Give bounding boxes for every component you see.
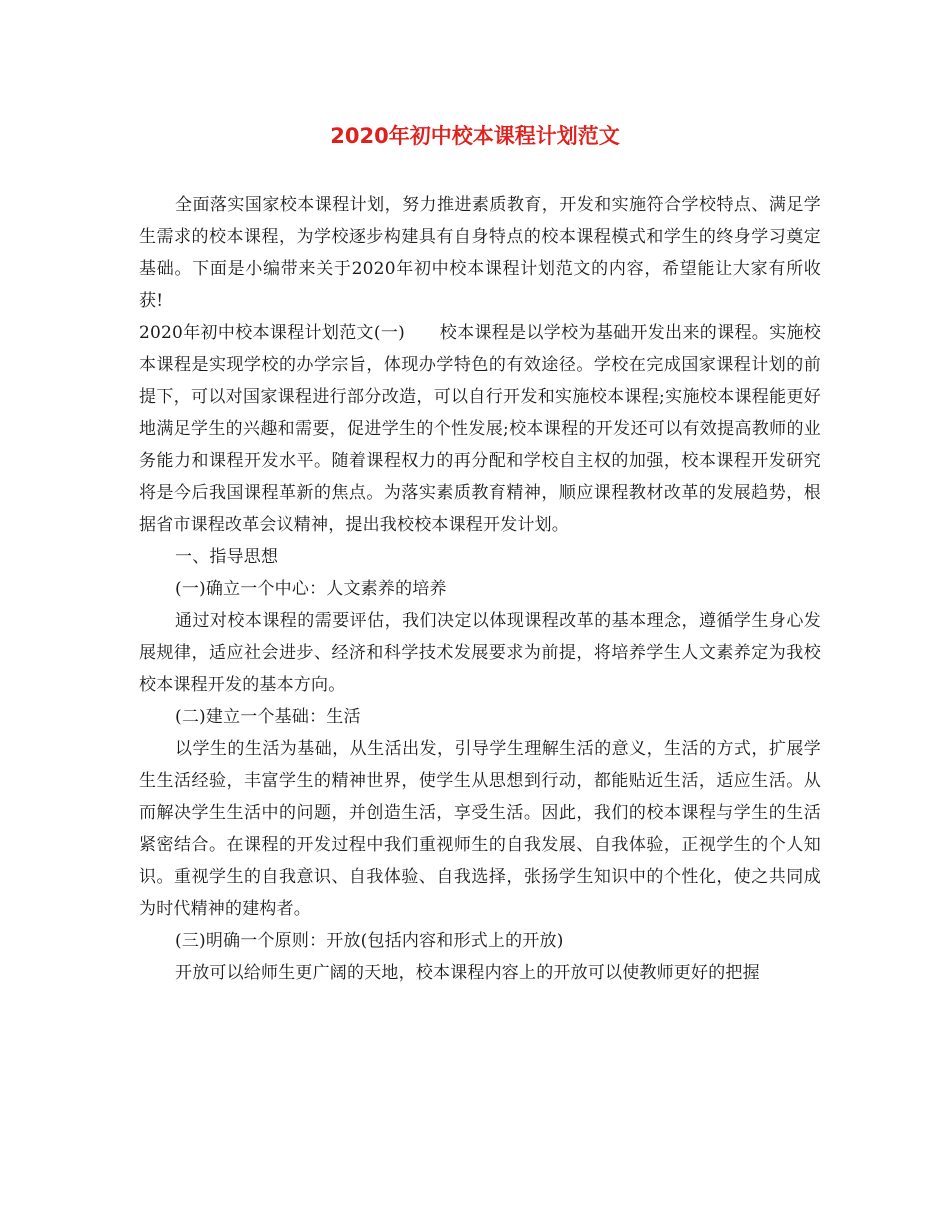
section-heading-paragraph: 2020年初中校本课程计划范文(一) 校本课程是以学校为基础开发出来的课程。实施校本课程是实现学校的办学宗旨，体现办学特色的有效途径。学校在完成国家课程计划的前提下，可以对国家课程进行部分改造，可以自行开发和实施校本课程;实施校本课程能更好地满足学生的兴趣和需要，促进学生的个性发展;校本课程的开发还可以有效提高教师的业务能力和课程开发水平。随着课程权力的再分配和学校自主权的加强，校本课程开发研究将是今后我国课程革新的焦点。为落实素质教育精神，顺应课程教材改革的发展趋势，根据省市课程改革会议精神，提出我校校本课程开发计划。 [139, 323, 821, 535]
heading-center: (一)确立一个中心：人文素养的培养 [175, 579, 447, 599]
document-title: 2020年初中校本课程计划范文 [330, 124, 620, 148]
heading-principle: (三)明确一个原则：开放(包括内容和形式上的开放) [175, 931, 564, 951]
paragraph-principle: 开放可以给师生更广阔的天地，校本课程内容上的开放可以使教师更好的把握 [175, 963, 760, 983]
heading-basis: (二)建立一个基础：生活 [175, 707, 361, 727]
heading-guiding-ideas: 一、指导思想 [175, 547, 279, 567]
document-body [139, 189, 821, 989]
paragraph-basis: 以学生的生活为基础，从生活出发，引导学生理解生活的意义，生活的方式，扩展学生生活经验，丰富学生的精神世界，使学生从思想到行动，都能贴近生活，适应生活。从而解决学生生活中的问题，并创造生活，享受生活。因此，我们的校本课程与学生的生活紧密结合。在课程的开发过程中我们重视师生的自我发展、自我体验，正视学生的个人知识。重视学生的自我意识、自我体验、自我选择，张扬学生知识中的个性化，使之共同成为时代精神的建构者。 [139, 739, 821, 919]
intro-paragraph: 全面落实国家校本课程计划，努力推进素质教育，开发和实施符合学校特点、满足学生需求的校本课程，为学校逐步构建具有自身特点的校本课程模式和学生的终身学习奠定基础。下面是小编带来关于2020年初中校本课程计划范文的内容，希望能让大家有所收获! [139, 195, 821, 311]
paragraph-center: 通过对校本课程的需要评估，我们决定以体现课程改革的基本理念，遵循学生身心发展规律，适应社会进步、经济和科学技术发展要求为前提，将培养学生人文素养定为我校校本课程开发的基本方向。 [139, 611, 821, 695]
